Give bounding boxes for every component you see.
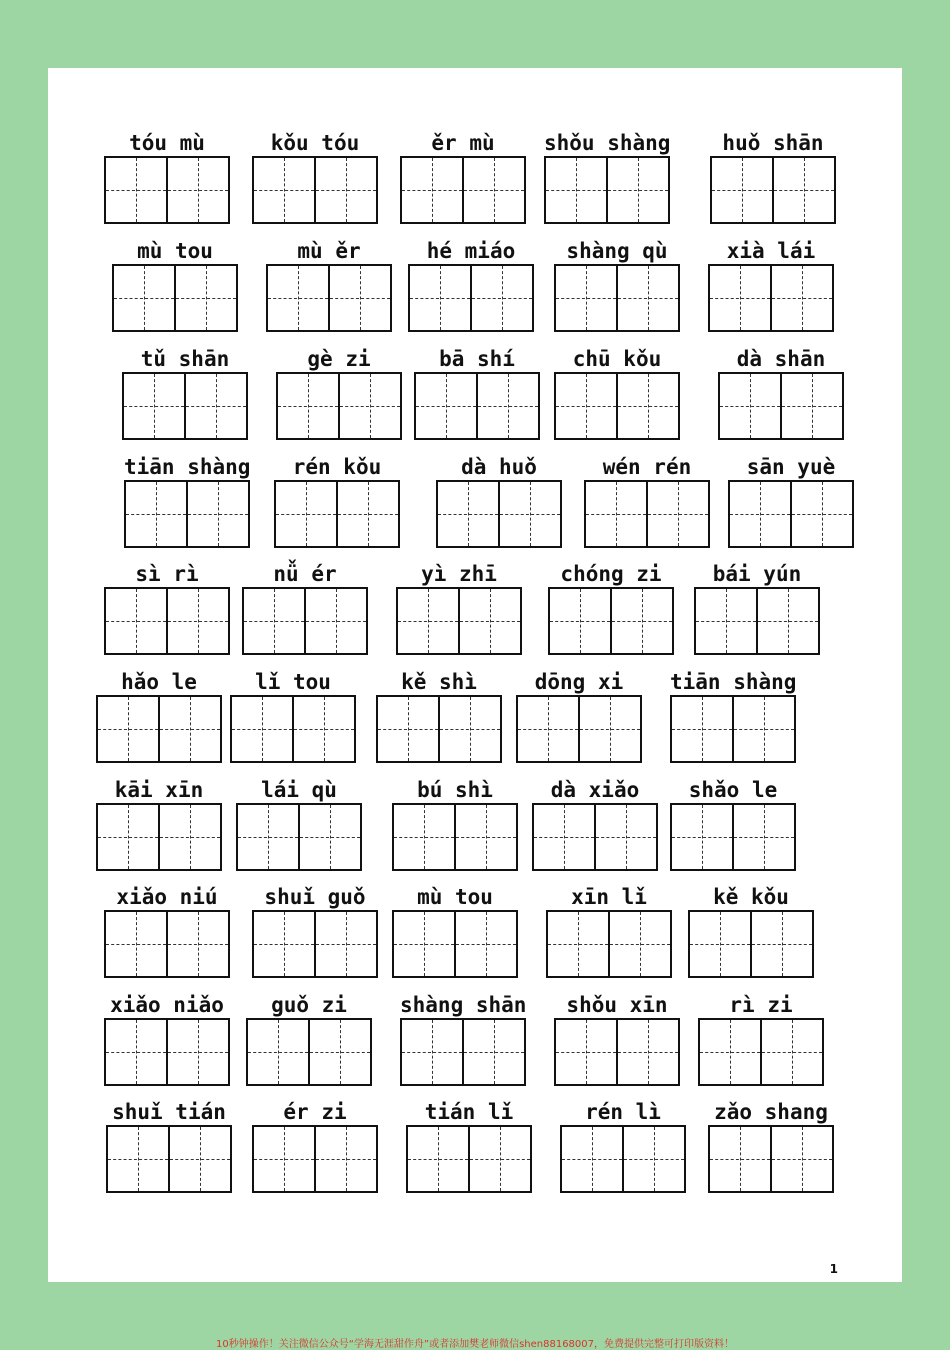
pinyin-label: tǔ shān xyxy=(140,347,230,371)
pinyin-label: mù ěr xyxy=(297,239,361,263)
exercise-row xyxy=(48,884,902,980)
pinyin-label: ér zi xyxy=(283,1100,347,1124)
word-item xyxy=(544,130,670,226)
character-cell[interactable] xyxy=(672,697,732,761)
word-item xyxy=(392,777,518,873)
exercise-row xyxy=(48,669,902,765)
pinyin-label: kě shì xyxy=(401,670,477,694)
writing-grid[interactable] xyxy=(252,1125,378,1193)
word-item xyxy=(396,561,522,657)
character-cell[interactable] xyxy=(158,697,220,761)
writing-grid[interactable] xyxy=(708,264,834,332)
character-cell[interactable] xyxy=(238,805,298,869)
character-cell[interactable] xyxy=(304,589,366,653)
writing-grid[interactable] xyxy=(414,372,540,440)
word-item xyxy=(584,454,710,550)
character-cell[interactable] xyxy=(760,1020,822,1084)
writing-grid[interactable] xyxy=(546,910,672,978)
character-cell[interactable] xyxy=(730,482,790,546)
character-cell[interactable] xyxy=(328,266,390,330)
word-item xyxy=(554,238,680,334)
character-cell[interactable] xyxy=(608,912,670,976)
character-cell[interactable] xyxy=(292,697,354,761)
word-item xyxy=(400,992,526,1088)
writing-grid[interactable] xyxy=(104,587,230,655)
character-cell[interactable] xyxy=(278,374,338,438)
word-item xyxy=(230,669,356,765)
character-cell[interactable] xyxy=(106,589,166,653)
writing-grid[interactable] xyxy=(400,1018,526,1086)
character-cell[interactable] xyxy=(254,158,314,222)
character-cell[interactable] xyxy=(720,374,780,438)
exercise-row xyxy=(48,346,902,442)
character-cell[interactable] xyxy=(756,589,818,653)
character-cell[interactable] xyxy=(454,805,516,869)
character-cell[interactable] xyxy=(398,589,458,653)
character-cell[interactable] xyxy=(106,158,166,222)
word-item xyxy=(670,669,796,765)
writing-grid[interactable] xyxy=(392,910,518,978)
word-item xyxy=(112,238,238,334)
exercise-row xyxy=(48,238,902,334)
character-cell[interactable] xyxy=(546,158,606,222)
word-item xyxy=(236,777,362,873)
pinyin-label: sì rì xyxy=(135,562,199,586)
exercise-row xyxy=(48,130,902,226)
character-cell[interactable] xyxy=(562,1127,622,1191)
character-cell[interactable] xyxy=(314,1127,376,1191)
pinyin-label: kǒu tóu xyxy=(270,131,360,155)
character-cell[interactable] xyxy=(476,374,538,438)
writing-grid[interactable] xyxy=(698,1018,824,1086)
writing-grid[interactable] xyxy=(96,803,222,871)
exercise-row xyxy=(48,992,902,1088)
word-item xyxy=(104,561,230,657)
pinyin-label: hé miáo xyxy=(426,239,516,263)
pinyin-label: tiān shàng xyxy=(670,670,797,694)
pinyin-label: xiǎo niú xyxy=(116,885,218,909)
writing-grid[interactable] xyxy=(406,1125,532,1193)
character-cell[interactable] xyxy=(606,158,668,222)
word-item xyxy=(376,669,502,765)
character-cell[interactable] xyxy=(696,589,756,653)
character-cell[interactable] xyxy=(232,697,292,761)
character-cell[interactable] xyxy=(248,1020,308,1084)
character-cell[interactable] xyxy=(402,158,462,222)
pinyin-label: rén lì xyxy=(585,1100,661,1124)
character-cell[interactable] xyxy=(498,482,560,546)
character-cell[interactable] xyxy=(710,1127,770,1191)
writing-grid[interactable] xyxy=(694,587,820,655)
pinyin-label: dōng xi xyxy=(534,670,624,694)
word-item xyxy=(106,1099,232,1195)
pinyin-label: chóng zi xyxy=(560,562,662,586)
character-cell[interactable] xyxy=(616,266,678,330)
worksheet-page xyxy=(48,68,902,1282)
character-cell[interactable] xyxy=(438,482,498,546)
writing-grid[interactable] xyxy=(396,587,522,655)
character-cell[interactable] xyxy=(712,158,772,222)
pinyin-label: tóu mù xyxy=(129,131,205,155)
word-item xyxy=(708,238,834,334)
character-cell[interactable] xyxy=(314,158,376,222)
exercise-row xyxy=(48,561,902,657)
pinyin-label: bú shì xyxy=(417,778,493,802)
character-cell[interactable] xyxy=(108,1127,168,1191)
pinyin-label: yì zhī xyxy=(421,562,497,586)
pinyin-label: zǎo shang xyxy=(714,1100,828,1124)
character-cell[interactable] xyxy=(402,1020,462,1084)
word-item xyxy=(546,884,672,980)
word-item xyxy=(104,884,230,980)
character-cell[interactable] xyxy=(770,266,832,330)
character-cell[interactable] xyxy=(470,266,532,330)
character-cell[interactable] xyxy=(672,805,732,869)
pinyin-label: guǒ zi xyxy=(271,993,347,1017)
writing-grid[interactable] xyxy=(122,372,248,440)
writing-grid[interactable] xyxy=(688,910,814,978)
pinyin-label: lǐ tou xyxy=(255,670,331,694)
word-item xyxy=(728,454,854,550)
character-cell[interactable] xyxy=(166,912,228,976)
word-item xyxy=(266,238,392,334)
character-cell[interactable] xyxy=(462,158,524,222)
writing-grid[interactable] xyxy=(104,1018,230,1086)
writing-grid[interactable] xyxy=(554,372,680,440)
page-number: 1 xyxy=(829,1262,838,1276)
character-cell[interactable] xyxy=(616,374,678,438)
writing-grid[interactable] xyxy=(124,480,250,548)
character-cell[interactable] xyxy=(378,697,438,761)
word-item xyxy=(708,1099,834,1195)
word-item xyxy=(698,992,824,1088)
pinyin-label: chū kǒu xyxy=(572,347,662,371)
writing-grid[interactable] xyxy=(544,156,670,224)
exercise-row xyxy=(48,1099,902,1195)
writing-grid[interactable] xyxy=(246,1018,372,1086)
word-item xyxy=(548,561,674,657)
character-cell[interactable] xyxy=(772,158,834,222)
word-item xyxy=(694,561,820,657)
character-cell[interactable] xyxy=(534,805,594,869)
writing-grid[interactable] xyxy=(236,803,362,871)
writing-grid[interactable] xyxy=(670,695,796,763)
character-cell[interactable] xyxy=(314,912,376,976)
word-item xyxy=(414,346,540,442)
character-cell[interactable] xyxy=(462,1020,524,1084)
writing-grid[interactable] xyxy=(532,803,658,871)
character-cell[interactable] xyxy=(616,1020,678,1084)
character-cell[interactable] xyxy=(556,266,616,330)
pinyin-label: dà shān xyxy=(736,347,826,371)
word-item xyxy=(408,238,534,334)
exercise-row xyxy=(48,777,902,873)
pinyin-label: xīn lǐ xyxy=(571,885,647,909)
word-item xyxy=(670,777,796,873)
word-item xyxy=(710,130,836,226)
writing-grid[interactable] xyxy=(104,910,230,978)
pinyin-label: shuǐ guǒ xyxy=(264,885,366,909)
pinyin-label: xiǎo niǎo xyxy=(110,993,224,1017)
word-item xyxy=(392,884,518,980)
word-item xyxy=(252,884,378,980)
writing-grid[interactable] xyxy=(718,372,844,440)
word-item xyxy=(560,1099,686,1195)
character-cell[interactable] xyxy=(710,266,770,330)
character-cell[interactable] xyxy=(268,266,328,330)
character-cell[interactable] xyxy=(166,589,228,653)
pinyin-label: shǒu shàng xyxy=(544,131,671,155)
pinyin-label: shǎo le xyxy=(688,778,778,802)
pinyin-label: bā shí xyxy=(439,347,515,371)
pinyin-label: tián lǐ xyxy=(424,1100,514,1124)
character-cell[interactable] xyxy=(124,374,184,438)
character-cell[interactable] xyxy=(700,1020,760,1084)
writing-grid[interactable] xyxy=(112,264,238,332)
character-cell[interactable] xyxy=(690,912,750,976)
writing-grid[interactable] xyxy=(728,480,854,548)
writing-grid[interactable] xyxy=(106,1125,232,1193)
writing-grid[interactable] xyxy=(242,587,368,655)
character-cell[interactable] xyxy=(166,158,228,222)
pinyin-label: shàng qù xyxy=(566,239,668,263)
character-cell[interactable] xyxy=(454,912,516,976)
pinyin-label: shǒu xīn xyxy=(566,993,668,1017)
word-item xyxy=(252,1099,378,1195)
writing-grid[interactable] xyxy=(548,587,674,655)
character-cell[interactable] xyxy=(578,697,640,761)
character-cell[interactable] xyxy=(550,589,610,653)
word-item xyxy=(104,130,230,226)
pinyin-label: lái qù xyxy=(261,778,337,802)
character-cell[interactable] xyxy=(166,1020,228,1084)
pinyin-label: bái yún xyxy=(712,562,802,586)
pinyin-label: xià lái xyxy=(726,239,816,263)
writing-grid[interactable] xyxy=(252,910,378,978)
pinyin-label: sān yuè xyxy=(746,455,836,479)
writing-grid[interactable] xyxy=(516,695,642,763)
character-cell[interactable] xyxy=(438,697,500,761)
writing-grid[interactable] xyxy=(710,156,836,224)
character-cell[interactable] xyxy=(468,1127,530,1191)
character-cell[interactable] xyxy=(458,589,520,653)
character-cell[interactable] xyxy=(780,374,842,438)
character-cell[interactable] xyxy=(518,697,578,761)
word-item xyxy=(96,777,222,873)
pinyin-label: rì zi xyxy=(729,993,793,1017)
character-cell[interactable] xyxy=(790,482,852,546)
character-cell[interactable] xyxy=(98,805,158,869)
writing-grid[interactable] xyxy=(104,156,230,224)
character-cell[interactable] xyxy=(276,482,336,546)
character-cell[interactable] xyxy=(408,1127,468,1191)
word-item xyxy=(718,346,844,442)
word-item xyxy=(400,130,526,226)
character-cell[interactable] xyxy=(770,1127,832,1191)
footer-note: 10秒钟操作！关注微信公众号“学海无涯甜作舟”或者添加樊老师微信shen88168007，免费提供完整可打印版资料！ xyxy=(215,1339,735,1350)
word-item xyxy=(554,346,680,442)
pinyin-label: huǒ shān xyxy=(722,131,824,155)
writing-grid[interactable] xyxy=(554,1018,680,1086)
character-cell[interactable] xyxy=(106,1020,166,1084)
character-cell[interactable] xyxy=(174,266,236,330)
word-item xyxy=(406,1099,532,1195)
pinyin-label: shuǐ tián xyxy=(112,1100,226,1124)
pinyin-label: dà huǒ xyxy=(461,455,537,479)
word-item xyxy=(276,346,402,442)
character-cell[interactable] xyxy=(556,1020,616,1084)
character-cell[interactable] xyxy=(610,589,672,653)
writing-grid[interactable] xyxy=(670,803,796,871)
character-cell[interactable] xyxy=(338,374,400,438)
writing-grid[interactable] xyxy=(408,264,534,332)
writing-grid[interactable] xyxy=(708,1125,834,1193)
word-item xyxy=(242,561,368,657)
writing-grid[interactable] xyxy=(376,695,502,763)
character-cell[interactable] xyxy=(394,912,454,976)
writing-grid[interactable] xyxy=(276,372,402,440)
character-cell[interactable] xyxy=(254,912,314,976)
pinyin-label: rén kǒu xyxy=(292,455,382,479)
pinyin-label: mù tou xyxy=(137,239,213,263)
pinyin-label: wén rén xyxy=(602,455,692,479)
word-item xyxy=(246,992,372,1088)
word-item xyxy=(124,454,250,550)
pinyin-label: kāi xīn xyxy=(114,778,204,802)
pinyin-label: hǎo le xyxy=(121,670,197,694)
character-cell[interactable] xyxy=(646,482,708,546)
pinyin-label: mù tou xyxy=(417,885,493,909)
character-cell[interactable] xyxy=(254,1127,314,1191)
character-cell[interactable] xyxy=(308,1020,370,1084)
character-cell[interactable] xyxy=(114,266,174,330)
character-cell[interactable] xyxy=(750,912,812,976)
character-cell[interactable] xyxy=(594,805,656,869)
pinyin-label: gè zi xyxy=(307,347,371,371)
pinyin-label: kě kǒu xyxy=(713,885,789,909)
writing-grid[interactable] xyxy=(230,695,356,763)
pinyin-label: ěr mù xyxy=(431,131,495,155)
word-item xyxy=(532,777,658,873)
word-item xyxy=(274,454,400,550)
word-item xyxy=(688,884,814,980)
character-cell[interactable] xyxy=(244,589,304,653)
word-item xyxy=(104,992,230,1088)
character-cell[interactable] xyxy=(586,482,646,546)
character-cell[interactable] xyxy=(732,697,794,761)
character-cell[interactable] xyxy=(158,805,220,869)
writing-grid[interactable] xyxy=(400,156,526,224)
character-cell[interactable] xyxy=(548,912,608,976)
character-cell[interactable] xyxy=(394,805,454,869)
character-cell[interactable] xyxy=(556,374,616,438)
exercise-row xyxy=(48,454,902,550)
word-item xyxy=(252,130,378,226)
character-cell[interactable] xyxy=(168,1127,230,1191)
character-cell[interactable] xyxy=(186,482,248,546)
pinyin-label: shàng shān xyxy=(400,993,527,1017)
character-cell[interactable] xyxy=(106,912,166,976)
writing-grid[interactable] xyxy=(554,264,680,332)
writing-grid[interactable] xyxy=(266,264,392,332)
character-cell[interactable] xyxy=(126,482,186,546)
writing-grid[interactable] xyxy=(252,156,378,224)
word-item xyxy=(96,669,222,765)
character-cell[interactable] xyxy=(336,482,398,546)
character-cell[interactable] xyxy=(410,266,470,330)
word-item xyxy=(554,992,680,1088)
pinyin-label: nǚ ér xyxy=(273,562,337,586)
writing-grid[interactable] xyxy=(436,480,562,548)
writing-grid[interactable] xyxy=(560,1125,686,1193)
word-item xyxy=(436,454,562,550)
character-cell[interactable] xyxy=(298,805,360,869)
writing-grid[interactable] xyxy=(584,480,710,548)
pinyin-label: tiān shàng xyxy=(124,455,251,479)
character-cell[interactable] xyxy=(184,374,246,438)
pinyin-label: dà xiǎo xyxy=(550,778,640,802)
character-cell[interactable] xyxy=(98,697,158,761)
word-item xyxy=(516,669,642,765)
writing-grid[interactable] xyxy=(392,803,518,871)
character-cell[interactable] xyxy=(416,374,476,438)
writing-grid[interactable] xyxy=(96,695,222,763)
character-cell[interactable] xyxy=(622,1127,684,1191)
word-item xyxy=(122,346,248,442)
character-cell[interactable] xyxy=(732,805,794,869)
writing-grid[interactable] xyxy=(274,480,400,548)
